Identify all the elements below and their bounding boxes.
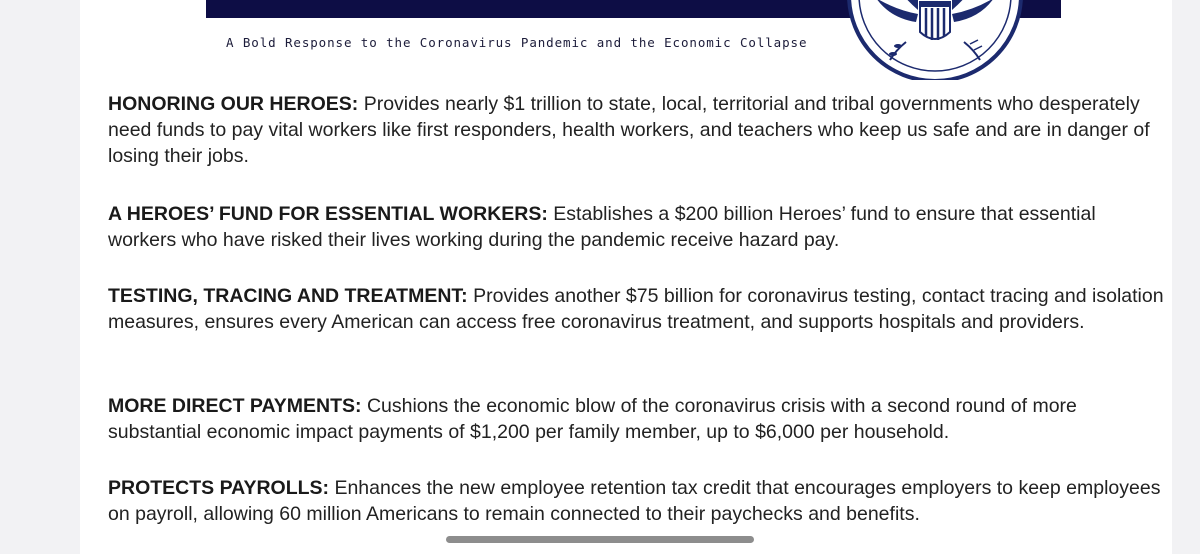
section-heading: TESTING, TRACING AND TREATMENT:: [108, 285, 468, 307]
great-seal-eagle-icon: [840, 0, 1030, 80]
section-body: Establishes a $200 billion Heroes’ fund to ensure that essential workers who have risked their lives working during the pandemic receive hazard pay.: [108, 203, 1096, 251]
section-body: Provides nearly $1 trillion to state, local, territorial and tribal governments who desperately need funds to pay vital workers like first responders, health workers, and teachers who keep us safe and are in danger of losing their jobs.: [108, 93, 1150, 167]
section-honoring-our-heroes: [108, 91, 1168, 169]
document-tagline: A Bold Response to the Coronavirus Pandemic and the Economic Collapse: [226, 35, 808, 50]
section-heading: PROTECTS PAYROLLS:: [108, 477, 330, 499]
section-body: Cushions the economic blow of the coronavirus crisis with a second round of more substantial economic impact payments of $1,200 per family member, up to $6,000 per household.: [108, 395, 1077, 443]
section-heading: MORE DIRECT PAYMENTS:: [108, 395, 362, 417]
section-body: Enhances the new employee retention tax credit that encourages employers to keep employees on payroll, allowing 60 million Americans to remain connected to their paychecks and benefits.: [108, 477, 1161, 525]
section-heading: A HEROES’ FUND FOR ESSENTIAL WORKERS:: [108, 203, 548, 225]
section-testing-tracing-treatment: [108, 283, 1168, 335]
section-protects-payrolls: [108, 475, 1168, 527]
section-heading: HONORING OUR HEROES:: [108, 93, 359, 115]
section-more-direct-payments: [108, 393, 1168, 445]
section-heroes-fund: [108, 201, 1168, 253]
horizontal-scrollbar[interactable]: [446, 536, 754, 543]
section-body: Provides another $75 billion for coronavirus testing, contact tracing and isolation measures, ensures every American can access free coronavirus treatment, and supports hospitals and providers.: [108, 285, 1164, 333]
document-page: [80, 0, 1172, 554]
